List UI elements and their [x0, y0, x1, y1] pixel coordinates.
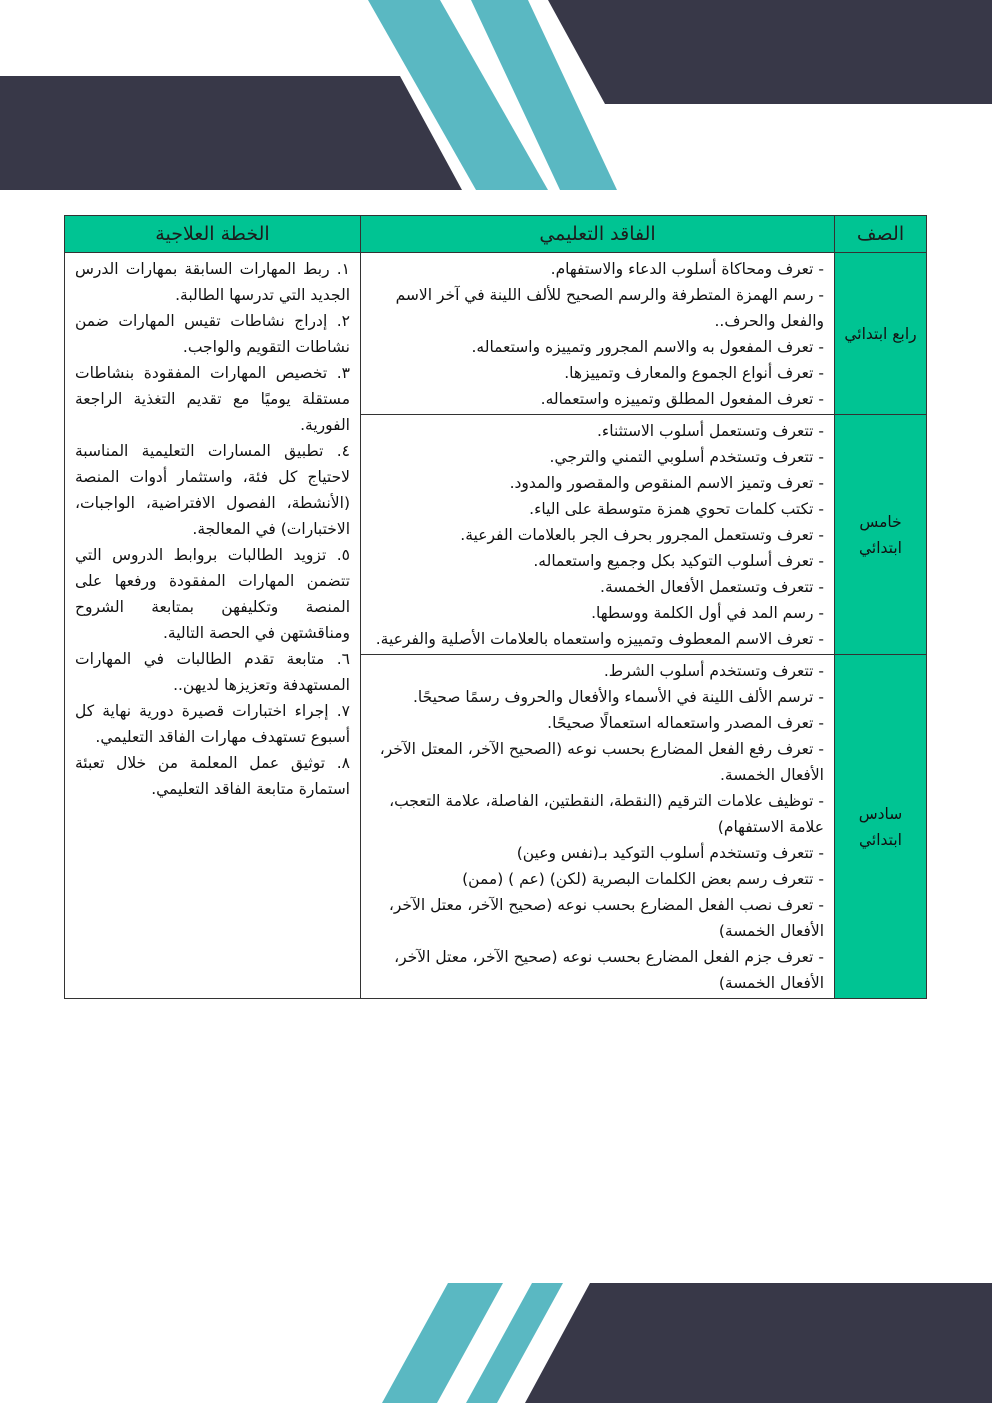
objectives-cell: [361, 415, 835, 655]
plan-item: ١. ربط المهارات السابقة بمهارات الدرس الجديد التي تدرسها الطالبة.: [75, 260, 350, 304]
plan-item: ٨. توثيق عمل المعلمة من خلال تعبئة استمارة متابعة الفاقد التعليمي.: [75, 754, 350, 798]
objective-item: - تتعرف وتستعمل الأفعال الخمسة.: [600, 578, 824, 596]
objective-item: - تعرف جزم الفعل المضارع بحسب نوعه (صحيح الآخر، معتل الآخر، الأفعال الخمسة): [394, 948, 824, 992]
objective-item: - تعرف المصدر واستعماله استعمالًا صحيحًا.: [547, 714, 824, 732]
objective-item: - تتعرف رسم بعض الكلمات البصرية (لكن) (عم ) (ممن): [462, 870, 824, 888]
objective-item: - تتعرف وتستخدم أسلوبي التمني والترجي.: [549, 448, 824, 466]
objective-item: - توظيف علامات الترقيم (النقطة، النقطتين، الفاصلة، علامة التعجب، علامة الاستفهام): [389, 792, 824, 836]
table-row: [65, 253, 927, 415]
objective-item: - تعرف وتستعمل المجرور بحرف الجر بالعلامات الفرعية.: [460, 526, 824, 544]
top-decoration: [0, 0, 992, 200]
plan-item: ٦. متابعة تقدم الطالبات في المهارات المستهدفة وتعزيزها لديهن..: [75, 650, 350, 694]
objective-item: - تكتب كلمات تحوي همزة متوسطة على الياء.: [529, 500, 824, 518]
plan-item: ٣. تخصيص المهارات المفقودة بنشاطات مستقلة يوميًا مع تقديم التغذية الراجعة الفورية.: [75, 364, 350, 434]
objective-item: - تعرف ومحاكاة أسلوب الدعاء والاستفهام.: [550, 260, 824, 278]
objective-item: - تعرف أسلوب التوكيد بكل وجميع واستعماله.: [533, 552, 824, 570]
header-remedial-plan: الخطة العلاجية: [65, 216, 361, 253]
bottom-navy-band: [525, 1283, 992, 1403]
grade-cell: سادس ابتدائي: [835, 655, 927, 999]
objective-item: - رسم الهمزة المتطرفة والرسم الصحيح للألف اللينة في آخر الاسم والفعل والحرف..: [395, 286, 824, 330]
objective-item: - تعرف المفعول به والاسم المجرور وتمييزه واستعماله.: [471, 338, 824, 356]
objective-item: - ترسم الألف اللينة في الأسماء والأفعال والحروف رسمًا صحيحًا.: [412, 688, 824, 706]
top-right-navy-band: [548, 0, 992, 104]
objectives-cell: [361, 253, 835, 415]
objective-item: - تعرف الاسم المعطوف وتمييزه واستعماه بالعلامات الأصلية والفرعية.: [375, 630, 824, 648]
objective-item: - تتعرف وتستخدم أسلوب التوكيد بـ(نفس وعين): [516, 844, 824, 862]
top-left-navy-band: [0, 76, 462, 190]
remedial-plan-table: [65, 215, 927, 999]
objective-item: - تعرف المفعول المطلق وتمييزه واستعماله.: [540, 390, 824, 408]
grade-cell: رابع ابتدائي: [835, 253, 927, 415]
header-learning-loss: الفاقد التعليمي: [361, 216, 835, 253]
objective-item: - تتعرف وتستخدم أسلوب الشرط.: [603, 662, 824, 680]
objective-item: - تعرف رفع الفعل المضارع بحسب نوعه (الصحيح الآخر، المعتل الآخر، الأفعال الخمسة.: [379, 740, 824, 784]
objective-item: - تعرف وتميز الاسم المنقوص والمقصور والمدود.: [509, 474, 824, 492]
objective-item: - تعرف نصب الفعل المضارع بحسب نوعه (صحيح الآخر، معتل الآخر، الأفعال الخمسة): [388, 896, 824, 940]
objectives-cell: [361, 655, 835, 999]
plan-item: ٢. إدراج نشاطات تقيس المهارات ضمن نشاطات التقويم والواجب.: [75, 312, 350, 356]
header-grade: الصف: [835, 216, 927, 253]
table-header-row: [65, 216, 927, 253]
plan-list: [75, 256, 350, 802]
plan-item: ٥. تزويد الطالبات بروابط الدروس التي تتضمن المهارات المفقودة ورفعها على المنصة وتكليفهن بمتابعة الشروح ومناقشتهن في الحصة التالية.: [75, 546, 350, 642]
remedial-plan-cell: [65, 253, 361, 999]
objective-item: - رسم المد في أول الكلمة ووسطها.: [591, 604, 824, 622]
objective-item: - تعرف أنواع الجموع والمعارف وتمييزها.: [564, 364, 824, 382]
grade-cell: خامس ابتدائي: [835, 415, 927, 655]
plan-item: ٤. تطبيق المسارات التعليمية المناسبة لاحتياج كل فئة، واستثمار أدوات المنصة (الأنشطة، الفصول الافتراضية، الواجبات، الاختبارات) في المعالجة.: [75, 442, 350, 538]
plan-item: ٧. إجراء اختبارات قصيرة دورية نهاية كل أسبوع تستهدف مهارات الفاقد التعليمي.: [75, 702, 350, 746]
bottom-decoration: [0, 1283, 992, 1403]
objective-item: - تتعرف وتستعمل أسلوب الاستثناء.: [597, 422, 824, 440]
